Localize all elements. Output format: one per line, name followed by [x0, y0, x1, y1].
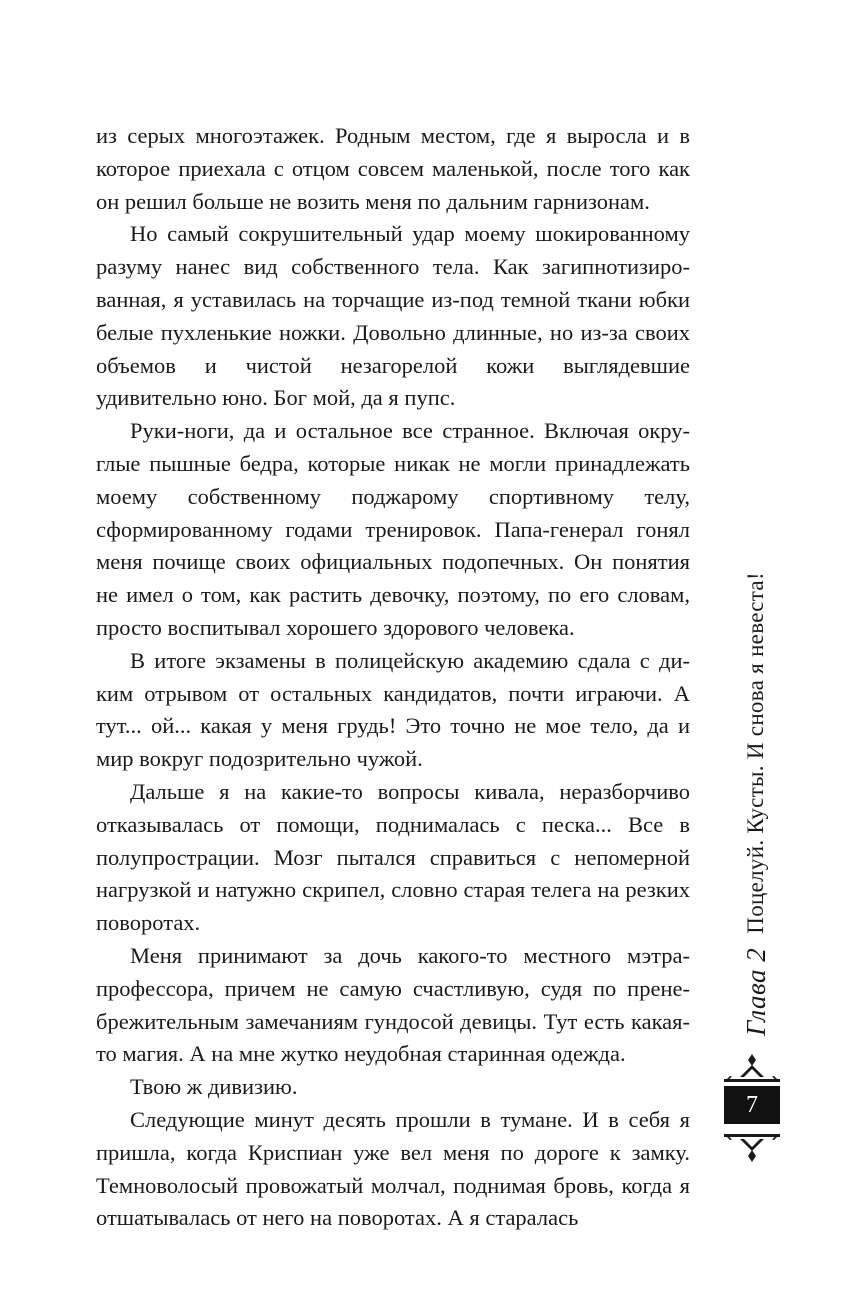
paragraph-1: из серых многоэтажек. Родным местом, где я выросла и в которое приехала с отцом совсем маленькой, после того как он решил больше не возить меня по дальним гарнизонам.	[96, 123, 690, 214]
ornament-bottom-icon	[724, 1130, 780, 1164]
chapter-title: Поцелуй. Кусты. И снова я невеста!	[743, 572, 768, 934]
page-number: 7	[746, 1091, 758, 1118]
chapter-label: Глава 2	[740, 947, 771, 1036]
paragraph-8: Следующие минут десять прошли в тумане. И в себя я пришла, когда Криспиан уже вел меня по дороге к замку. Темноволосый провожатый молчал, поднимая бровь, когда я отшатывалась от него на поворотах. А я старалась	[96, 1106, 690, 1231]
paragraph-3: Руки-ноги, да и остальное все странное. Включая округлые пышные бедра, которые никак не могли принадлежать моему собственному поджарому спортивному телу, сформированному годами тренировок. Папа-генерал гонял меня почище своих официальных подопечных. Он понятия не имел о том, как растить девочку, поэтому, по его словам, просто воспитывал хорошего здорового человека.	[96, 418, 690, 640]
ornament-top-icon	[724, 1052, 780, 1086]
paragraph-6: Меня принимают за дочь какого-то местного мэтра-профессора, причем не самую счастливую, судя по пренебрежительным замечаниям гундосой девицы. Тут есть какая-то магия. А на мне жутко неудобная старинная одежда.	[96, 942, 690, 1067]
running-head	[738, 572, 774, 1036]
paragraph-5: Дальше я на какие-то вопросы кивала, неразборчиво отказывалась от помощи, поднималась с песка... Все в полупрострации. Мозг пытался справиться с непомерной нагрузкой и натужно скрипел, словно старая телега на резких поворотах.	[96, 778, 690, 936]
page-number-box	[724, 1086, 780, 1124]
paragraph-2: Но самый сокрушительный удар моему шокированному разуму нанес вид собственного тела. Как загипнотизированная, я уставилась на торчащие из-под темной ткани юбки белые пухленькие ножки. Довольно длинные, но из-за своих объемов и чистой незагорелой кожи выглядевшие удивительно юно. Бог мой, да я пупс.	[96, 221, 690, 411]
paragraph-4: В итоге экзамены в полицейскую академию сдала с диким отрывом от остальных кандидатов, почти играючи. А тут... ой... какая у меня грудь! Это точно не мое тело, да и мир вокруг подозрительно чужой.	[96, 647, 690, 772]
paragraph-7: Твою ж дивизию.	[130, 1074, 298, 1100]
body-text	[96, 120, 690, 1235]
